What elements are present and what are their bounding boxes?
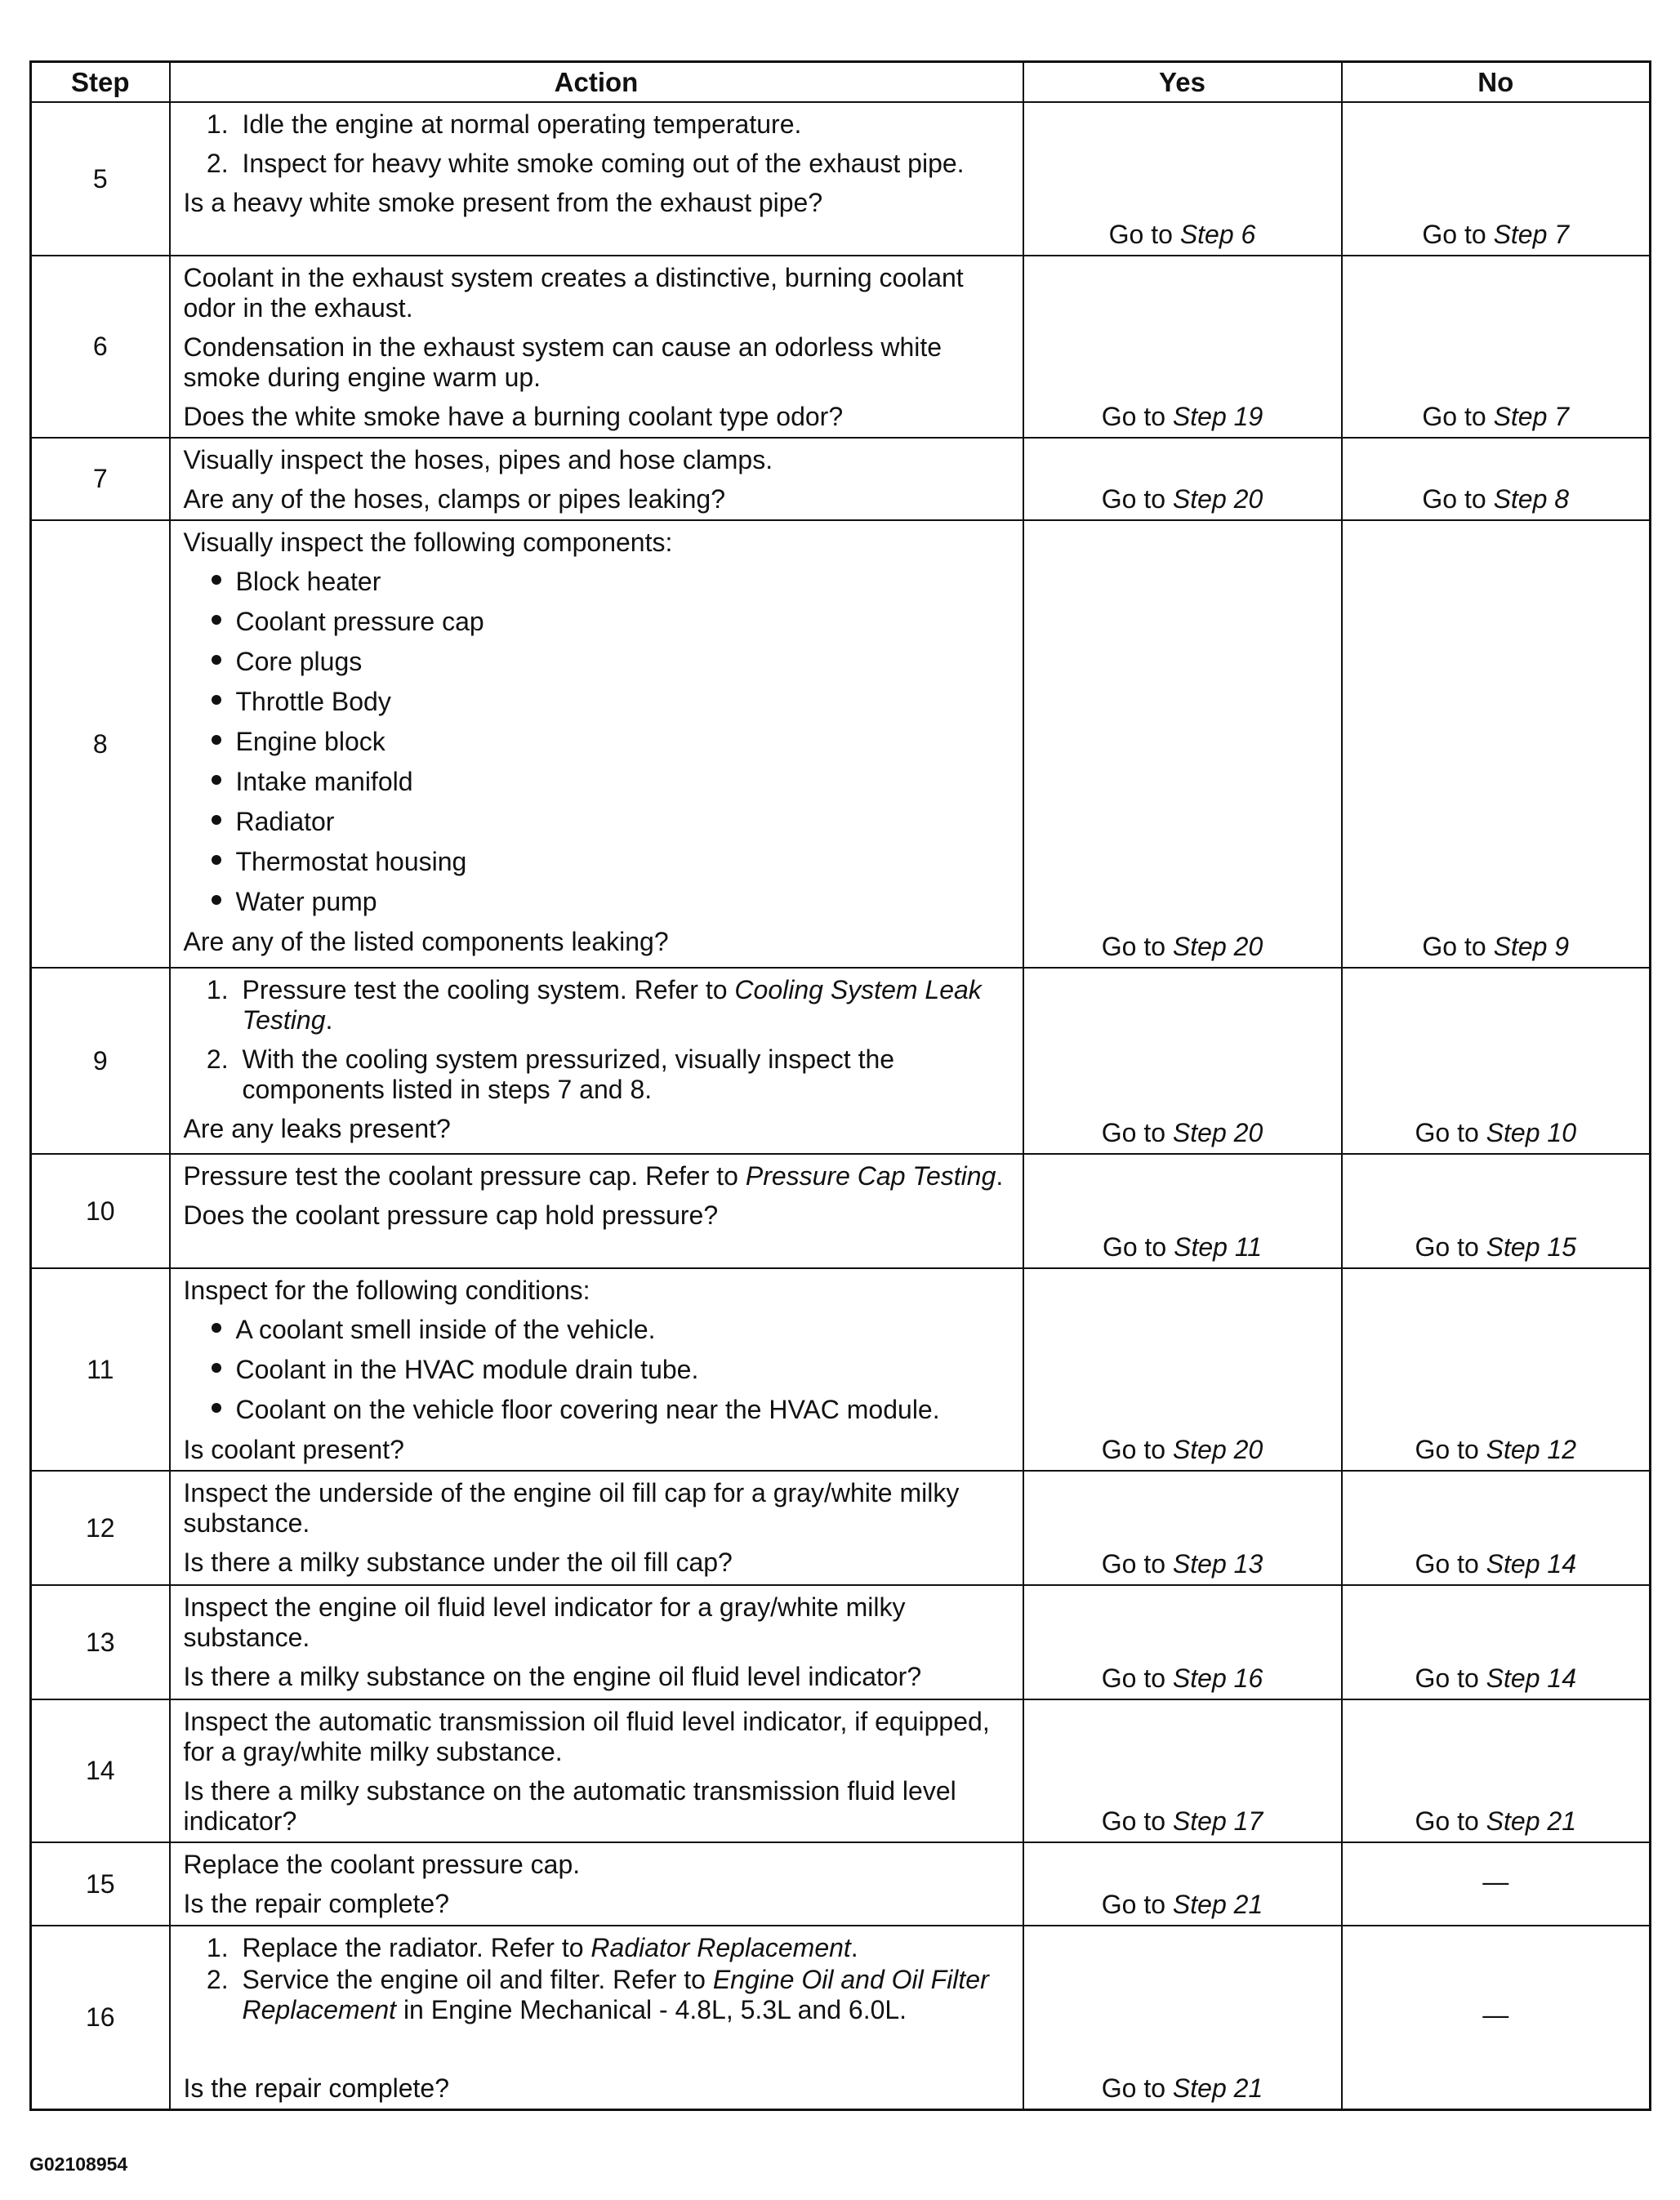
no-result <box>1342 1154 1651 1268</box>
step-reference: Step 21 <box>1172 2073 1263 2103</box>
no-result <box>1342 1471 1651 1585</box>
reference-link-text: Pressure Cap Testing <box>745 1161 996 1191</box>
action-text: Visually inspect the hoses, pipes and hose clamps. <box>183 445 773 474</box>
ordered-step <box>236 1933 1011 1963</box>
no-result <box>1342 102 1651 256</box>
step-number: 11 <box>31 1268 170 1471</box>
header-yes: Yes <box>1023 62 1342 103</box>
table-row <box>31 1154 1651 1268</box>
ordered-step: 2. Inspect for heavy white smoke coming out of the exhaust pipe. <box>236 149 1011 179</box>
bullet-icon <box>212 735 221 745</box>
bullet-item <box>203 807 1011 837</box>
table-row <box>31 968 1651 1154</box>
bullet-text: Throttle Body <box>235 687 391 716</box>
no-result <box>1342 968 1651 1154</box>
bullet-text: Water pump <box>235 887 377 916</box>
step-reference: Step 15 <box>1486 1232 1576 1262</box>
step-reference: Step 13 <box>1172 1549 1263 1579</box>
goto-text: Go to <box>1101 932 1173 961</box>
action-cell <box>170 1471 1023 1585</box>
table-row <box>31 1699 1651 1842</box>
step-reference: Step 17 <box>1172 1806 1263 1836</box>
action-cell <box>170 102 1023 256</box>
bullet-item <box>203 727 1011 757</box>
action-text: Inspect the automatic transmission oil fluid level indicator, if equipped, for a gray/white milky substance. <box>183 1707 990 1766</box>
bullet-item <box>203 767 1011 797</box>
yes-result <box>1023 256 1342 438</box>
goto-text: Go to <box>1415 1118 1486 1147</box>
goto-text: Go to <box>1101 1435 1173 1464</box>
ordered-step: 1. Idle the engine at normal operating temperature. <box>236 109 1011 140</box>
question-text: Does the coolant pressure cap hold pressure? <box>183 1200 719 1230</box>
step-reference: Step 14 <box>1486 1549 1576 1579</box>
step-reference: Step 19 <box>1172 402 1263 431</box>
ordered-step <box>236 1965 1011 2025</box>
question-text: Is a heavy white smoke present from the exhaust pipe? <box>183 188 823 217</box>
action-cell <box>170 1926 1023 2110</box>
yes-result <box>1023 1699 1342 1842</box>
goto-text: Go to <box>1415 1232 1486 1262</box>
step-text: . <box>325 1005 333 1035</box>
action-cell <box>170 1842 1023 1926</box>
step-number: 12 <box>31 1471 170 1585</box>
goto-text: Go to <box>1422 220 1494 249</box>
yes-result <box>1023 520 1342 968</box>
question-text: Is the repair complete? <box>183 1889 449 1918</box>
question-text: Is there a milky substance under the oil fill cap? <box>183 1548 733 1577</box>
bullet-item <box>203 567 1011 597</box>
bullet-icon <box>212 655 221 665</box>
action-text: Visually inspect the following components: <box>183 528 673 557</box>
table-row <box>31 438 1651 520</box>
step-text: Pressure test the cooling system. Refer to <box>242 975 735 1004</box>
yes-result <box>1023 102 1342 256</box>
action-cell <box>170 438 1023 520</box>
header-action: Action <box>170 62 1023 103</box>
action-cell <box>170 968 1023 1154</box>
bullet-text: Block heater <box>235 567 381 596</box>
table-row <box>31 256 1651 438</box>
reference-link-text: Cooling System Leak Testing <box>242 975 982 1035</box>
step-reference: Step 16 <box>1172 1663 1263 1693</box>
question-text: Is there a milky substance on the automatic transmission fluid level indicator? <box>183 1776 956 1836</box>
bullet-list <box>184 567 1011 917</box>
step-text: Service the engine oil and filter. Refer to <box>242 1965 713 1994</box>
step-number: 5 <box>31 102 170 256</box>
step-reference: Step 8 <box>1493 484 1570 514</box>
action-text: Inspect the underside of the engine oil fill cap for a gray/white milky substance. <box>183 1478 960 1538</box>
action-cell <box>170 520 1023 968</box>
ordered-step-list <box>184 975 1011 1105</box>
header-step: Step <box>31 62 170 103</box>
question-text: Are any of the hoses, clamps or pipes leaking? <box>183 484 725 514</box>
yes-result <box>1023 438 1342 520</box>
goto-text: Go to <box>1422 484 1494 514</box>
reference-link-text: Engine Oil and Oil Filter Replacement <box>242 1965 989 2024</box>
step-number: 15 <box>31 1842 170 1926</box>
step-number: 13 <box>31 1585 170 1699</box>
bullet-item <box>203 647 1011 677</box>
step-number: 10 <box>31 1154 170 1268</box>
action-text: Coolant in the exhaust system creates a distinctive, burning coolant odor in the exhaust. <box>183 263 964 323</box>
bullet-text: Engine block <box>235 727 385 756</box>
question-text: Is coolant present? <box>183 1435 404 1464</box>
action-cell <box>170 1154 1023 1268</box>
table-row <box>31 102 1651 256</box>
action-cell <box>170 1268 1023 1471</box>
step-reference: Step 10 <box>1486 1118 1576 1147</box>
goto-text: Go to <box>1108 220 1180 249</box>
no-result <box>1342 1585 1651 1699</box>
action-text: Condensation in the exhaust system can cause an odorless white smoke during engine warm up. <box>183 332 942 392</box>
action-cell <box>170 256 1023 438</box>
goto-text: Go to <box>1101 1806 1173 1836</box>
step-text: Pressure test the coolant pressure cap. Refer to <box>183 1161 746 1191</box>
no-result <box>1342 1699 1651 1842</box>
table-row <box>31 1926 1651 2110</box>
goto-text: Go to <box>1101 402 1173 431</box>
bullet-text: A coolant smell inside of the vehicle. <box>235 1315 656 1344</box>
goto-text: Go to <box>1415 1663 1486 1693</box>
step-reference: Step 6 <box>1179 220 1256 249</box>
bullet-item <box>203 1395 1011 1425</box>
no-result: — <box>1342 1926 1651 2110</box>
step-reference: Step 11 <box>1174 1232 1263 1262</box>
question-text: Does the white smoke have a burning coolant type odor? <box>183 402 844 431</box>
diagnostic-table <box>29 60 1651 2111</box>
action-cell <box>170 1699 1023 1842</box>
yes-result <box>1023 1471 1342 1585</box>
step-text: . <box>996 1161 1004 1191</box>
question-text: Is there a milky substance on the engine oil fluid level indicator? <box>183 1662 922 1691</box>
goto-text: Go to <box>1102 1232 1174 1262</box>
question-text: Is the repair complete? <box>183 2073 449 2103</box>
table-row <box>31 520 1651 968</box>
bullet-item <box>203 1315 1011 1345</box>
yes-result <box>1023 1154 1342 1268</box>
goto-text: Go to <box>1101 1118 1173 1147</box>
action-text: Inspect the engine oil fluid level indicator for a gray/white milky substance. <box>183 1592 906 1652</box>
bullet-text: Core plugs <box>235 647 363 676</box>
ordered-step-list <box>184 1933 1011 2025</box>
step-reference: Step 7 <box>1493 402 1570 431</box>
bullet-list <box>184 1315 1011 1425</box>
step-reference: Step 7 <box>1493 220 1570 249</box>
action-cell <box>170 1585 1023 1699</box>
goto-text: Go to <box>1101 1549 1173 1579</box>
bullet-item <box>203 847 1011 877</box>
action-text: Inspect for the following conditions: <box>183 1276 590 1305</box>
step-reference: Step 20 <box>1172 1118 1263 1147</box>
yes-result <box>1023 1268 1342 1471</box>
no-result <box>1342 438 1651 520</box>
bullet-icon <box>212 1403 221 1413</box>
step-text: in Engine Mechanical - 4.8L, 5.3L and 6.0L. <box>396 1995 907 2024</box>
action-text <box>184 1161 1011 1191</box>
question-text: Are any leaks present? <box>183 1114 451 1143</box>
ordered-step <box>236 1044 1011 1105</box>
bullet-text: Intake manifold <box>235 767 413 796</box>
ordered-step <box>236 975 1011 1035</box>
table-row <box>31 1842 1651 1926</box>
step-number: 8 <box>31 520 170 968</box>
reference-link-text: Radiator Replacement <box>590 1933 851 1962</box>
bullet-icon <box>212 895 221 905</box>
step-reference: Step 21 <box>1486 1806 1576 1836</box>
bullet-icon <box>212 695 221 705</box>
step-number: 6 <box>31 256 170 438</box>
bullet-icon <box>212 1363 221 1373</box>
goto-text: Go to <box>1101 2073 1173 2103</box>
table-row <box>31 1268 1651 1471</box>
no-result: — <box>1342 1842 1651 1926</box>
step-text: Replace the radiator. Refer to <box>242 1933 591 1962</box>
goto-text: Go to <box>1101 1663 1173 1693</box>
step-text: With the cooling system pressurized, visually inspect the components listed in steps 7 and 8. <box>242 1044 895 1104</box>
step-reference: Step 9 <box>1493 932 1570 961</box>
table-row <box>31 1585 1651 1699</box>
question-text: Are any of the listed components leaking? <box>183 927 669 956</box>
ordered-step-list <box>184 109 1011 179</box>
step-reference: Step 20 <box>1172 932 1263 961</box>
bullet-item <box>203 607 1011 637</box>
step-number: 16 <box>31 1926 170 2110</box>
step-reference: Step 20 <box>1172 484 1263 514</box>
yes-result <box>1023 1926 1342 2110</box>
bullet-text: Coolant pressure cap <box>235 607 484 636</box>
diagnostic-table-wrapper <box>29 60 1649 2111</box>
header-no: No <box>1342 62 1651 103</box>
bullet-text: Thermostat housing <box>235 847 467 876</box>
figure-id: G02108954 <box>29 2153 128 2175</box>
no-result <box>1342 256 1651 438</box>
goto-text: Go to <box>1101 1890 1173 1919</box>
bullet-text: Coolant in the HVAC module drain tube. <box>235 1355 699 1384</box>
goto-text: Go to <box>1422 402 1494 431</box>
table-header-row <box>31 62 1651 103</box>
goto-text: Go to <box>1101 484 1173 514</box>
step-reference: Step 14 <box>1486 1663 1576 1693</box>
goto-text: Go to <box>1422 932 1494 961</box>
bullet-icon <box>212 855 221 865</box>
yes-result <box>1023 968 1342 1154</box>
step-reference: Step 12 <box>1486 1435 1576 1464</box>
bullet-icon <box>212 615 221 625</box>
goto-text: Go to <box>1415 1549 1486 1579</box>
goto-text: Go to <box>1415 1435 1486 1464</box>
bullet-icon <box>212 1323 221 1333</box>
step-reference: Step 20 <box>1172 1435 1263 1464</box>
bullet-item <box>203 887 1011 917</box>
bullet-icon <box>212 775 221 785</box>
bullet-icon <box>212 575 221 585</box>
no-result <box>1342 1268 1651 1471</box>
no-result <box>1342 520 1651 968</box>
step-number: 9 <box>31 968 170 1154</box>
step-number: 14 <box>31 1699 170 1842</box>
bullet-icon <box>212 815 221 825</box>
step-number: 7 <box>31 438 170 520</box>
bullet-text: Radiator <box>235 807 335 836</box>
spacer <box>184 2034 1011 2073</box>
action-text: Replace the coolant pressure cap. <box>183 1850 581 1879</box>
step-text: . <box>850 1933 858 1962</box>
bullet-item <box>203 1355 1011 1385</box>
yes-result <box>1023 1585 1342 1699</box>
table-row <box>31 1471 1651 1585</box>
step-reference: Step 21 <box>1172 1890 1263 1919</box>
bullet-text: Coolant on the vehicle floor covering near the HVAC module. <box>235 1395 940 1424</box>
goto-text: Go to <box>1415 1806 1486 1836</box>
bullet-item <box>203 687 1011 717</box>
yes-result <box>1023 1842 1342 1926</box>
table-body <box>31 102 1651 2110</box>
